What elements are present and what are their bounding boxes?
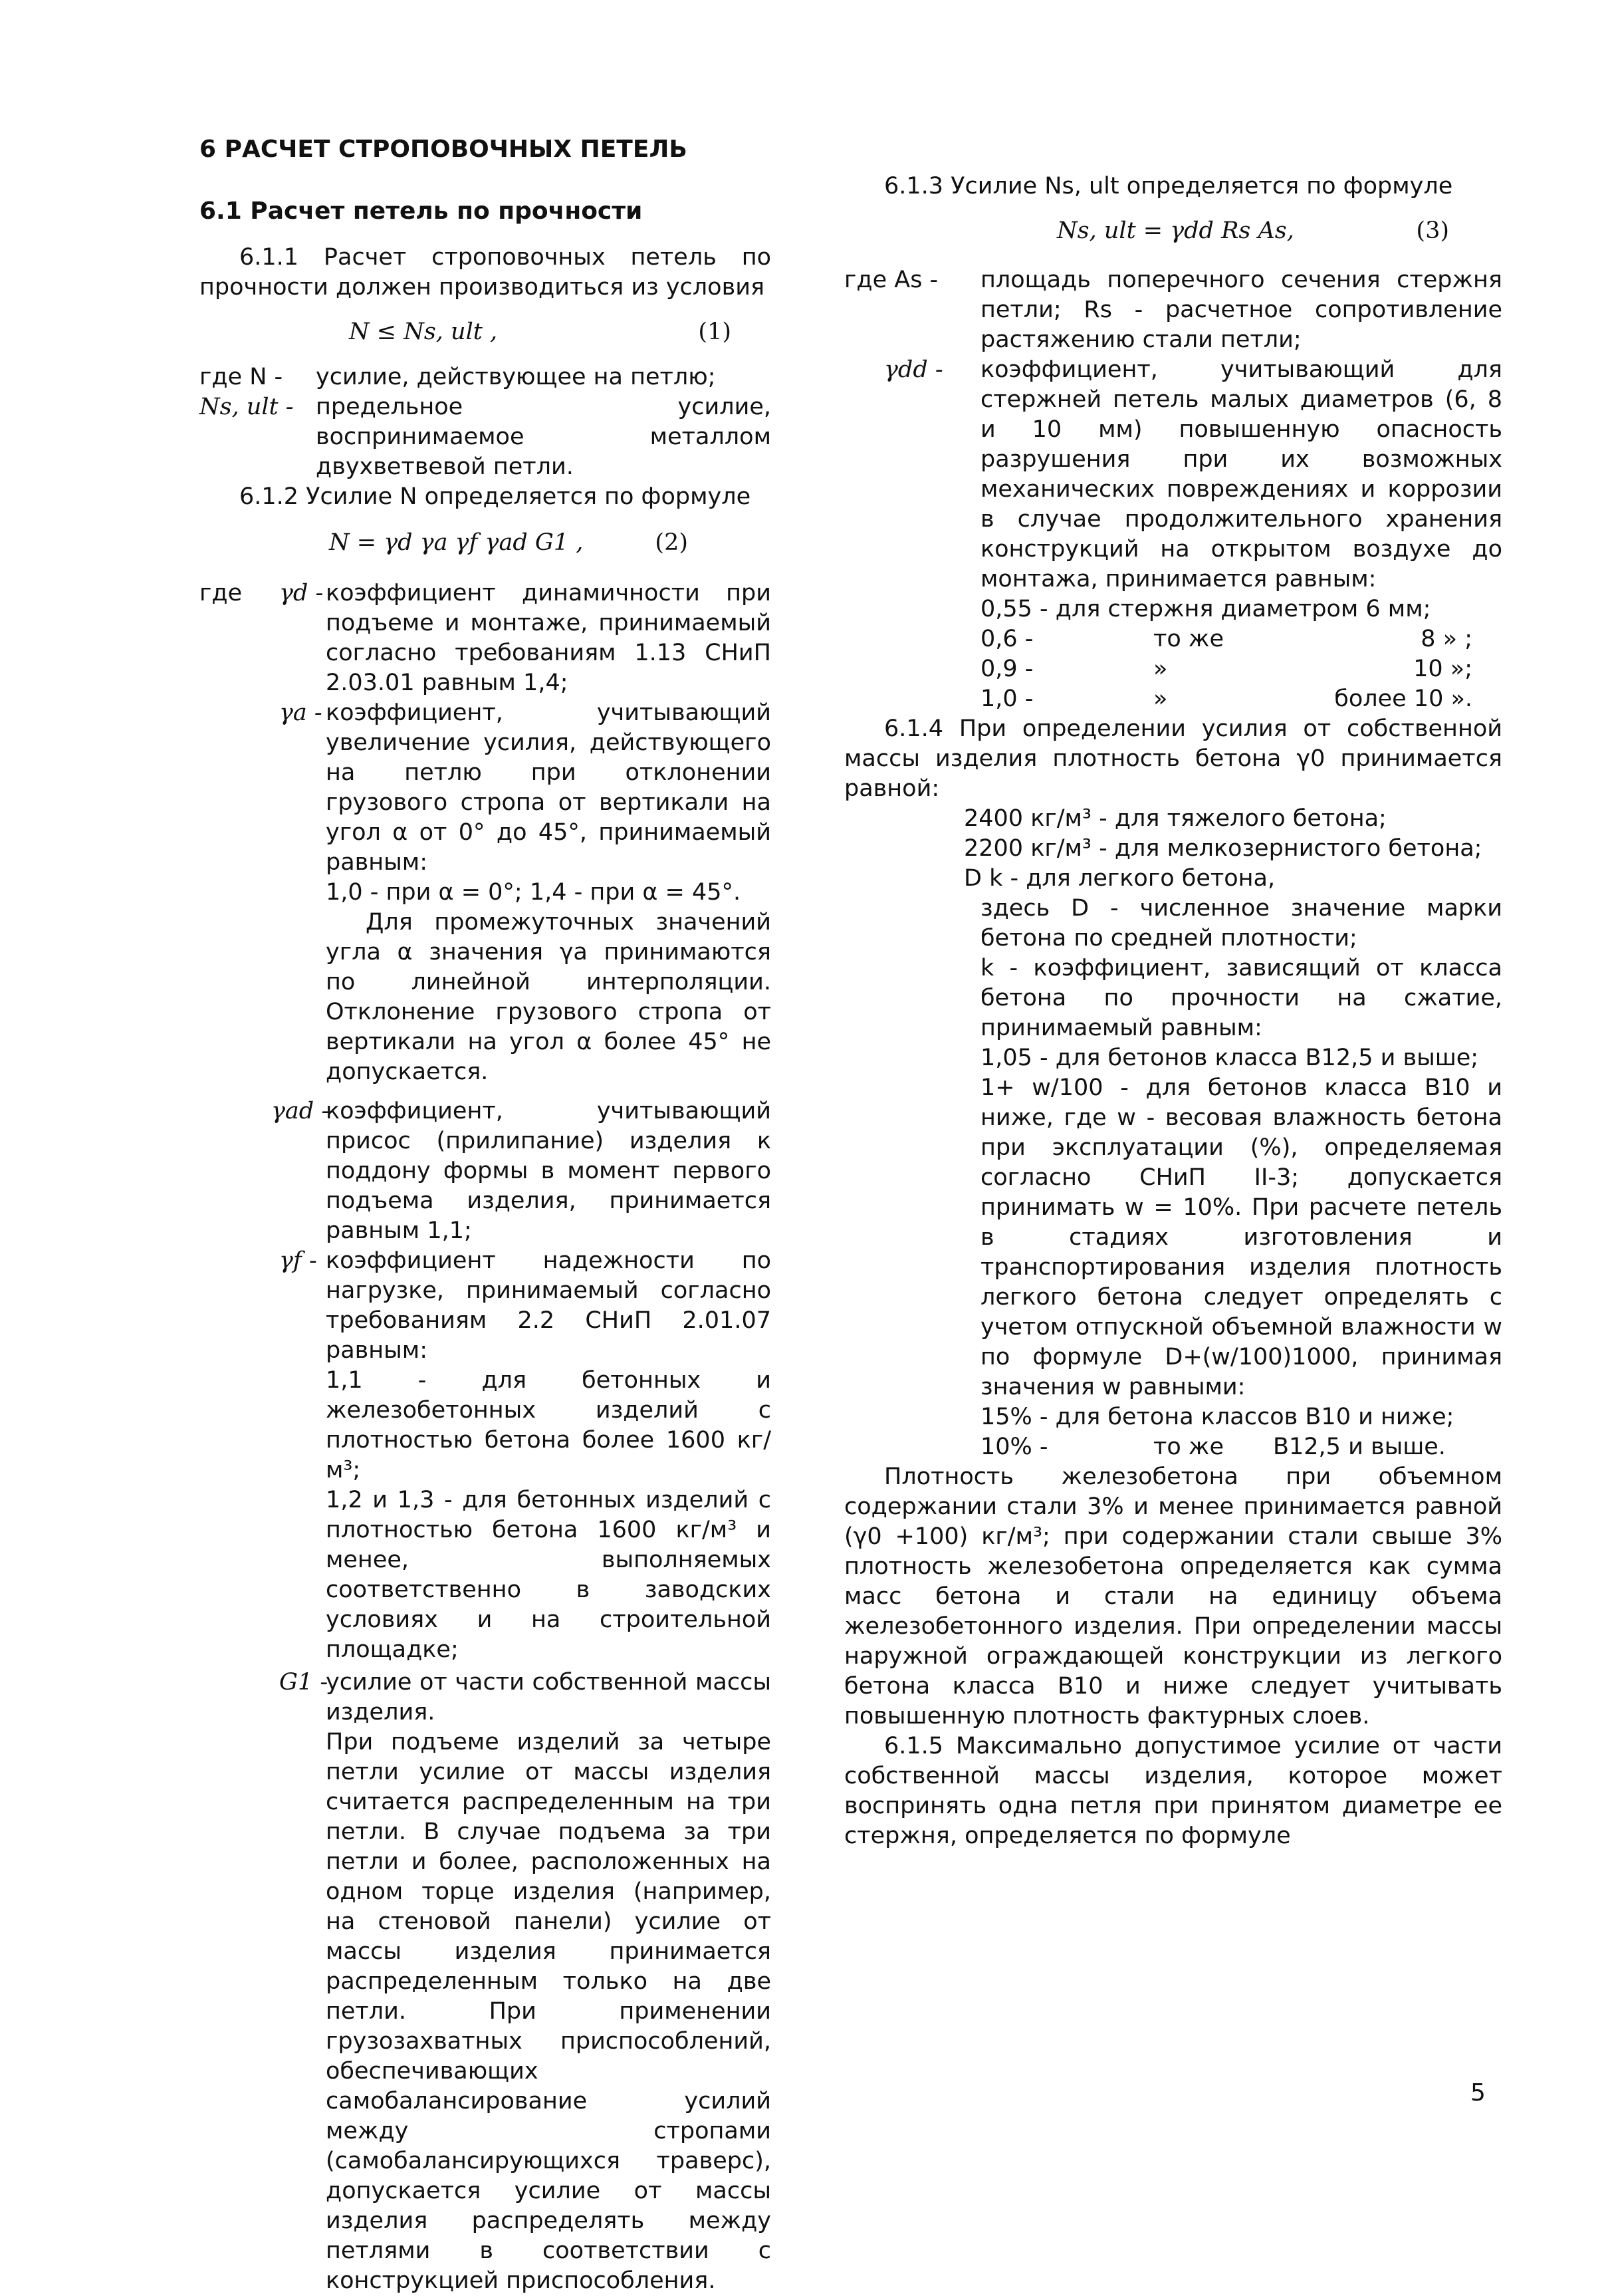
gamma-f-value-2: 1,2 и 1,3 - для бетонных изделий с плотностью бетона 1600 кг/м³ и менее, выполняемых соответственно в заводских условиях и на строительной площадке; bbox=[326, 1487, 771, 1663]
definition-N-label: где N - bbox=[199, 364, 283, 390]
definition-N-text: усилие, действующее на петлю; bbox=[316, 364, 716, 390]
definition-As-text: площадь поперечного сечения стержня петли; Rs - расчетное сопротивление растяжению стали петли; bbox=[980, 267, 1502, 353]
definition-Ns-ult bbox=[199, 392, 771, 482]
formula-1-expression: N ≤ Ns, ult , bbox=[349, 319, 498, 345]
formula-1 bbox=[199, 313, 771, 354]
formula-2 bbox=[199, 523, 771, 568]
definition-gamma-a bbox=[199, 698, 771, 878]
density-D-explanation: здесь D - численное значение марки бетона по средней плотности; bbox=[980, 895, 1502, 952]
section-title: 6 РАСЧЕТ СТРОПОВОЧНЫХ ПЕТЕЛЬ bbox=[199, 136, 687, 163]
definition-N bbox=[199, 362, 771, 392]
paragraph-6-1-2: 6.1.2 Усилие N определяется по формуле bbox=[239, 483, 751, 510]
definition-Ns-ult-label: Ns, ult - bbox=[199, 394, 294, 420]
density-light: D k - для легкого бетона, bbox=[964, 865, 1276, 892]
definition-As-label: где As - bbox=[844, 267, 939, 293]
definition-gamma-d-text: коэффициент динамичности при подъеме и монтаже, принимаемый согласно требованиям 1.13 СНиП 2.03.01 равным 1,4; bbox=[326, 580, 771, 696]
definition-Ns-ult-text: предельное усилие, воспринимаемое металлом двухветвевой петли. bbox=[316, 394, 771, 480]
definition-gamma-f-text: коэффициент надежности по нагрузке, принимаемый согласно требованиям 2.2 СНиП 2.01.07 равным: bbox=[326, 1247, 771, 1364]
right-column bbox=[844, 172, 1502, 1851]
paragraph-6-1-5: 6.1.5 Максимально допустимое усилие от части собственной массы изделия, которое может воспринять одна петля при принятом диаметре ее стержня, определяется по формуле bbox=[844, 1733, 1502, 1849]
density-finegrained: 2200 кг/м³ - для мелкозернистого бетона; bbox=[964, 835, 1482, 862]
left-column bbox=[199, 243, 771, 2296]
definition-gamma-d-label: γd - bbox=[279, 580, 324, 606]
definition-gamma-f bbox=[199, 1246, 771, 1366]
density-k-value-1: 1,05 - для бетонов класса B12,5 и выше; bbox=[980, 1045, 1479, 1071]
gamma-dd-table bbox=[844, 624, 1502, 714]
subsection-title: 6.1 Расчет петель по прочности bbox=[199, 197, 643, 225]
density-k-explanation: k - коэффициент, зависящий от класса бетона по прочности на сжатие, принимаемый равным: bbox=[980, 955, 1502, 1041]
formula-3 bbox=[844, 213, 1502, 260]
formula-1-number: (1) bbox=[698, 319, 731, 345]
moisture-value-2-class: B12,5 и выше. bbox=[1273, 1434, 1446, 1460]
gamma-a-interpolation: Для промежуточных значений угла α значения γa принимаются по линейной интерполяции. Отклонение грузового стропа от вертикали на угол α более 45° не допускается. bbox=[326, 909, 771, 1085]
formula-3-expression: Ns, ult = γdd Rs As, bbox=[1057, 217, 1294, 244]
paragraph-6-1-1: 6.1.1 Расчет строповочных петель по прочности должен производиться из условия bbox=[199, 244, 771, 301]
gamma-dd-cell-b: » bbox=[1153, 686, 1168, 712]
gamma-dd-cell-c: более 10 ». bbox=[1334, 686, 1472, 712]
page-number: 5 bbox=[1470, 2079, 1486, 2106]
definition-gamma-ad bbox=[199, 1096, 771, 1246]
density-k-value-2: 1+ w/100 - для бетонов класса B10 и ниже, где w - весовая влажность бетона при эксплуатации (%), определяемая согласно СНиП II-3; допускается принимать w = 10%. При расчете петель в стадиях изготовления и транспортирования изделия плотность легкого бетона следует определять с учетом отпускной объемной влажности w по формуле D+(w/100)1000, принимая значения w равными: bbox=[980, 1075, 1502, 1400]
gamma-dd-row bbox=[980, 624, 1502, 654]
gamma-dd-row bbox=[980, 654, 1502, 684]
moisture-value-2-percent: 10% - bbox=[980, 1434, 1048, 1460]
gamma-a-values: 1,0 - при α = 0°; 1,4 - при α = 45°. bbox=[326, 879, 741, 906]
moisture-value-2 bbox=[980, 1432, 1502, 1462]
definition-gamma-a-text: коэффициент, учитывающий увеличение усилия, действующего на петлю при отклонении грузового стропа от вертикали на угол α от 0° до 45°, принимаемый равным: bbox=[326, 700, 771, 876]
moisture-value-1: 15% - для бетона классов B10 и ниже; bbox=[980, 1404, 1454, 1430]
paragraph-reinforced-density: Плотность железобетона при объемном содержании стали 3% и менее принимается равной (γ0 +100) кг/м³; при содержании стали свыше 3% плотность железобетона определяется как сумма масс бетона и стали на единицу объема железобетонного изделия. При определении массы наружной ограждающей конструкции из легкого бетона класса B10 и ниже следует учитывать повышенную плотность фактурных слоев. bbox=[844, 1464, 1502, 1729]
paragraph-6-1-3: 6.1.3 Усилие Ns, ult определяется по формуле bbox=[884, 173, 1453, 199]
definition-G1 bbox=[199, 1668, 771, 1727]
paragraph-6-1-4: 6.1.4 При определении усилия от собственной массы изделия плотность бетона γ0 принимается равной: bbox=[844, 715, 1502, 802]
definition-gamma-dd bbox=[844, 355, 1502, 594]
gamma-dd-cell-c: 10 »; bbox=[1413, 656, 1472, 682]
definition-gamma-ad-label: γad - bbox=[271, 1098, 330, 1124]
formula-2-expression: N = γd γa γf γad G1 , bbox=[329, 529, 584, 556]
gamma-dd-cell-a: 0,6 - bbox=[980, 626, 1034, 652]
gamma-dd-cell-b: то же bbox=[1153, 626, 1224, 652]
gamma-dd-cell-c: 8 » ; bbox=[1421, 626, 1472, 652]
definition-gamma-d bbox=[199, 578, 771, 698]
moisture-value-2-same: то же bbox=[1153, 1434, 1224, 1460]
gamma-dd-cell-a: 1,0 - bbox=[980, 686, 1034, 712]
gamma-dd-value-1: 0,55 - для стержня диаметром 6 мм; bbox=[980, 596, 1431, 622]
formula-3-number: (3) bbox=[1416, 217, 1449, 244]
gamma-dd-cell-b: » bbox=[1153, 656, 1168, 682]
gamma-f-value-1: 1,1 - для бетонных и железобетонных изделий с плотностью бетона более 1600 кг/м³; bbox=[326, 1367, 771, 1483]
where-label: где bbox=[199, 580, 243, 606]
definition-gamma-f-label: γf - bbox=[279, 1247, 317, 1274]
density-heavy: 2400 кг/м³ - для тяжелого бетона; bbox=[964, 805, 1387, 832]
definition-G1-label: G1 - bbox=[279, 1669, 328, 1696]
definition-gamma-dd-label: γdd - bbox=[884, 356, 943, 383]
definition-G1-text: усилие от части собственной массы изделия. bbox=[326, 1669, 771, 1725]
G1-distribution-text: При подъеме изделий за четыре петли усилие от массы изделия считается распределенным на три петли. В случае подъема за три петли и более, расположенных на одном торце изделия (например, на стеновой панели) усилие от массы изделия принимается распределенным только на две петли. При применении грузозахватных приспособлений, обеспечивающих самобалансирование усилий между стропами (самобалансирующихся траверс), допускается усилие от массы изделия распределять между петлями в соответствии с конструкцией приспособления. bbox=[326, 1729, 771, 2294]
definition-gamma-dd-text: коэффициент, учитывающий для стержней петель малых диаметров (6, 8 и 10 мм) повышенную опасность разрушения при их возможных механических повреждениях и коррозии в случае продолжительного хранения конструкций на открытом воздухе до монтажа, принимается равным: bbox=[980, 356, 1502, 592]
gamma-dd-cell-a: 0,9 - bbox=[980, 656, 1034, 682]
definition-gamma-a-label: γa - bbox=[279, 700, 322, 726]
definition-As bbox=[844, 265, 1502, 355]
formula-2-number: (2) bbox=[655, 529, 688, 556]
definition-gamma-ad-text: коэффициент, учитывающий присос (прилипание) изделия к поддону формы в момент первого подъема изделия, принимается равным 1,1; bbox=[326, 1098, 771, 1244]
gamma-dd-row bbox=[980, 684, 1502, 714]
